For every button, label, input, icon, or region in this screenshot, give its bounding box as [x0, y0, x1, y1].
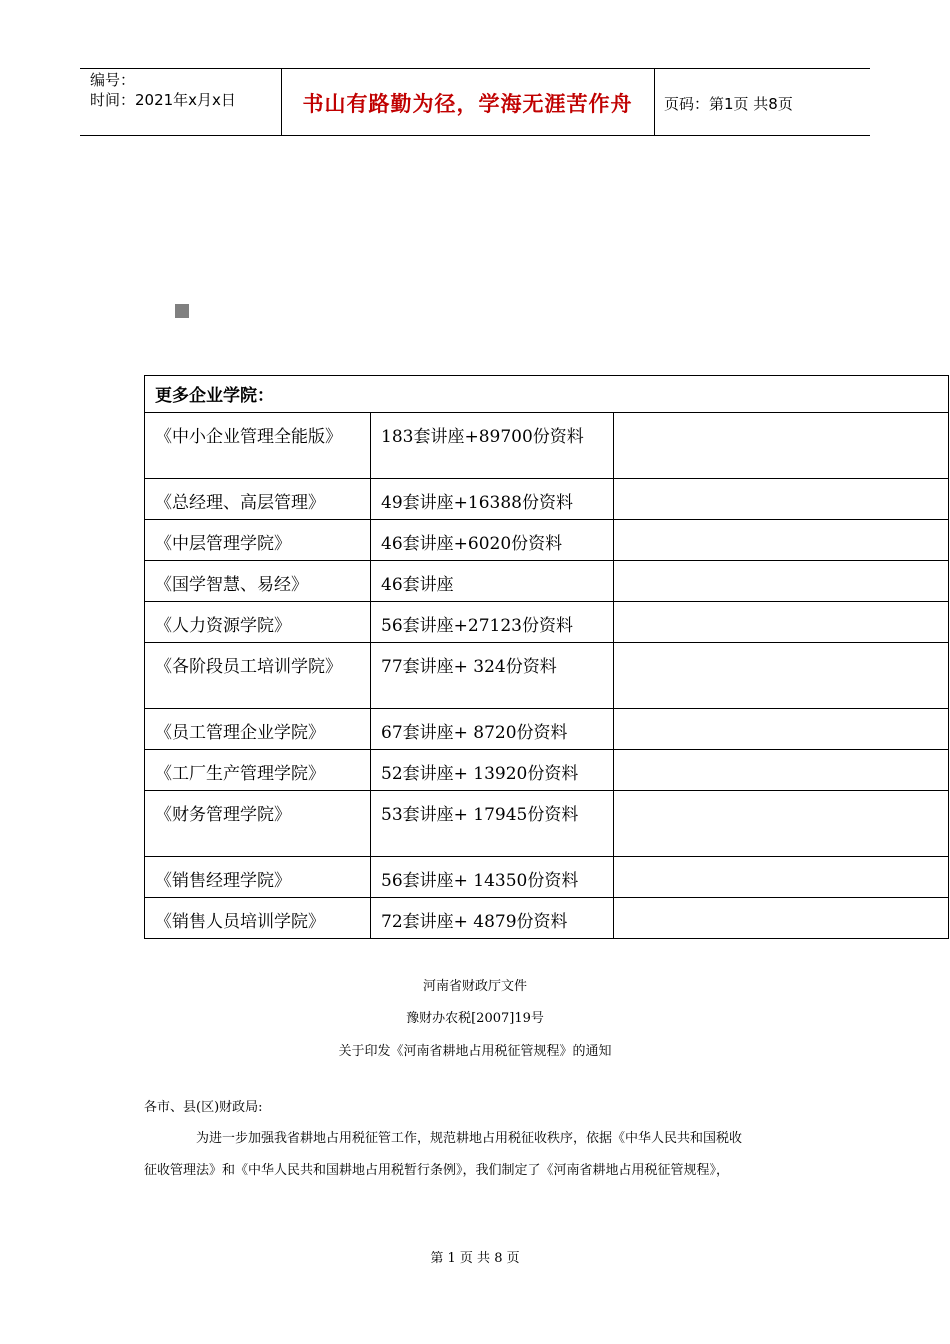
square-bullet-icon: [175, 304, 189, 318]
course-empty-cell: [614, 520, 949, 561]
document-body-line-2: 征收管理法》和《中华人民共和国耕地占用税暂行条例》，我们制定了《河南省耕地占用税征管规程》，: [144, 1163, 730, 1178]
course-description: 46套讲座+6020份资料: [371, 520, 614, 561]
course-row: [145, 750, 949, 791]
course-name: 《销售人员培训学院》: [145, 898, 371, 939]
course-description: 77套讲座+ 324份资料: [371, 643, 614, 709]
course-row: [145, 791, 949, 857]
course-empty-cell: [614, 479, 949, 520]
course-empty-cell: [614, 709, 949, 750]
course-row: [145, 857, 949, 898]
course-description: 183套讲座+89700份资料: [371, 413, 614, 479]
header-time-label: 时间：2021年x月x日: [90, 91, 236, 109]
course-description: 72套讲座+ 4879份资料: [371, 898, 614, 939]
header-motto: 书山有路勤为径，学海无涯苦作舟: [302, 92, 633, 116]
course-row: [145, 520, 949, 561]
footer-page-number: 第 1 页 共 8 页: [430, 1251, 520, 1266]
course-description: 67套讲座+ 8720份资料: [371, 709, 614, 750]
document-number: 豫财办农税[2007]19号: [406, 1011, 544, 1026]
course-empty-cell: [614, 898, 949, 939]
header-bottom-rule: [80, 135, 870, 136]
course-empty-cell: [614, 791, 949, 857]
document-title: 关于印发《河南省耕地占用税征管规程》的通知: [338, 1044, 612, 1059]
header-divider-right: [654, 68, 655, 135]
document-body-line-1: 为进一步加强我省耕地占用税征管工作，规范耕地占用税征收秩序，依据《中华人民共和国税收: [196, 1131, 743, 1146]
course-name: 《中层管理学院》: [145, 520, 371, 561]
course-empty-cell: [614, 561, 949, 602]
courses-table-heading: 更多企业学院：: [145, 376, 949, 413]
course-name: 《销售经理学院》: [145, 857, 371, 898]
course-name: 《员工管理企业学院》: [145, 709, 371, 750]
course-empty-cell: [614, 750, 949, 791]
courses-table: [144, 375, 949, 939]
course-name: 《财务管理学院》: [145, 791, 371, 857]
course-description: 53套讲座+ 17945份资料: [371, 791, 614, 857]
course-empty-cell: [614, 413, 949, 479]
course-description: 56套讲座+ 14350份资料: [371, 857, 614, 898]
course-row: [145, 561, 949, 602]
course-row: [145, 479, 949, 520]
course-description: 49套讲座+16388份资料: [371, 479, 614, 520]
course-name: 《工厂生产管理学院》: [145, 750, 371, 791]
course-row: [145, 709, 949, 750]
course-name: 《各阶段员工培训学院》: [145, 643, 371, 709]
document-issuer: 河南省财政厅文件: [422, 979, 527, 994]
course-description: 46套讲座: [371, 561, 614, 602]
course-row: [145, 643, 949, 709]
course-name: 《总经理、高层管理》: [145, 479, 371, 520]
course-description: 56套讲座+27123份资料: [371, 602, 614, 643]
course-row: [145, 413, 949, 479]
courses-table-heading-row: [145, 376, 949, 413]
header-page-info: 页码：第1页 共8页: [664, 95, 793, 113]
header-number-label: 编号：: [90, 71, 136, 89]
course-description: 52套讲座+ 13920份资料: [371, 750, 614, 791]
header-meta: [90, 70, 236, 110]
course-name: 《国学智慧、易经》: [145, 561, 371, 602]
course-name: 《中小企业管理全能版》: [145, 413, 371, 479]
course-empty-cell: [614, 643, 949, 709]
document-addressee: 各市、县(区)财政局:: [144, 1100, 263, 1115]
course-empty-cell: [614, 602, 949, 643]
course-name: 《人力资源学院》: [145, 602, 371, 643]
course-empty-cell: [614, 857, 949, 898]
header-top-rule: [80, 68, 870, 69]
course-row: [145, 898, 949, 939]
course-row: [145, 602, 949, 643]
